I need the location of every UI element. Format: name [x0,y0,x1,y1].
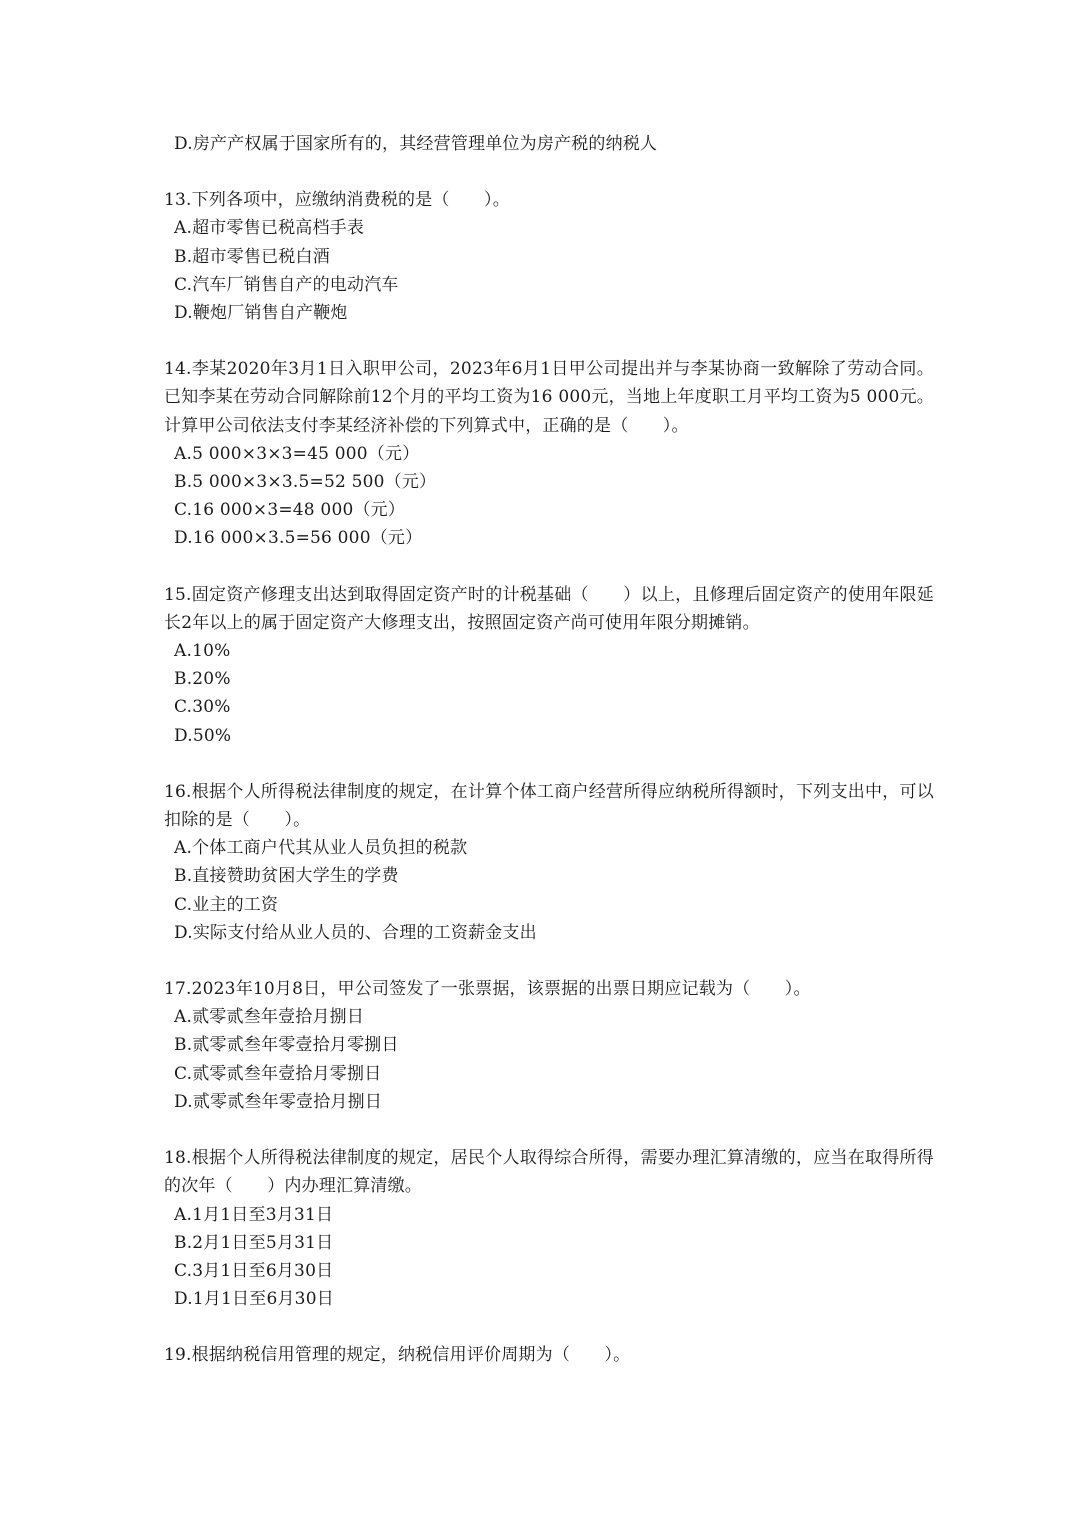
option-c: C.30% [174,697,231,718]
option-b: B.5 000×3×3.5=52 500（元） [174,472,437,493]
spacer [174,553,934,581]
option-d: D.1月1日至6月30日 [174,1289,334,1310]
question-stem: 19.根据纳税信用管理的规定，纳税信用评价周期为（ ）。 [164,1345,631,1366]
spacer [174,327,934,355]
option-c: C.业主的工资 [174,894,279,915]
question-14 [164,355,934,552]
option-d: D.实际支付给从业人员的、合理的工资薪金支出 [174,922,537,943]
spacer [174,158,934,186]
previous-question-option-d: D.房产产权属于国家所有的，其经营管理单位为房产税的纳税人 [174,134,658,154]
option-d: D.鞭炮厂销售自产鞭炮 [174,303,348,324]
question-16 [164,778,934,947]
option-c: C.3月1日至6月30日 [174,1260,334,1281]
option-d: D.贰零贰叁年零壹拾月捌日 [174,1091,383,1112]
option-a: A.个体工商户代其从业人员负担的税款 [174,838,468,859]
option-c: C.汽车厂销售自产的电动汽车 [174,274,399,295]
option-a: A.10% [174,641,231,662]
option-d: D.50% [174,725,232,746]
option-a: A.贰零贰叁年壹拾月捌日 [174,1007,365,1028]
option-a: A.超市零售已税高档手表 [174,218,365,239]
option-b: B.超市零售已税白酒 [174,246,330,267]
option-a: A.1月1日至3月31日 [174,1204,334,1225]
question-13 [164,186,934,327]
question-stem: 16.根据个人所得税法律制度的规定，在计算个体工商户经营所得应纳税所得额时，下列支出中，可以扣除的是（ ）。 [164,781,934,831]
spacer [174,947,934,975]
question-15 [164,581,934,750]
option-c: C.16 000×3=48 000（元） [174,500,406,521]
option-b: B.贰零贰叁年零壹拾月零捌日 [174,1035,399,1056]
spacer [174,1116,934,1144]
question-18 [164,1144,934,1313]
question-stem: 15.固定资产修理支出达到取得固定资产时的计税基础（ ）以上，且修理后固定资产的使用年限延长2年以上的属于固定资产大修理支出，按照固定资产尚可使用年限分期摊销。 [164,584,934,633]
question-stem: 17.2023年10月8日，甲公司签发了一张票据，该票据的出票日期应记载为（ ）。 [164,979,811,1000]
option-b: B.2月1日至5月31日 [174,1232,334,1253]
option-b: B.直接赞助贫困大学生的学费 [174,866,399,887]
option-d: D.16 000×3.5=56 000（元） [174,528,423,549]
option-a: A.5 000×3×3=45 000（元） [174,443,420,464]
exam-page [164,130,934,1370]
question-stem: 18.根据个人所得税法律制度的规定，居民个人取得综合所得，需要办理汇算清缴的，应当在取得所得的次年（ ）内办理汇算清缴。 [164,1148,934,1197]
question-19 [164,1341,934,1369]
question-stem: 14.李某2020年3月1日入职甲公司，2023年6月1日甲公司提出并与李某协商一致解除了劳动合同。已知李某在劳动合同解除前12个月的平均工资为16 000元，当地上年度职工月平均工资为5 000元。计算甲公司依法支付李某经济补偿的下列算式中，正确的是（ ）。 [164,359,934,436]
question-17 [164,975,934,1116]
question-stem: 13.下列各项中，应缴纳消费税的是（ ）。 [164,190,510,211]
option-c: C.贰零贰叁年壹拾月零捌日 [174,1063,382,1084]
option-b: B.20% [174,669,231,690]
spacer [174,1313,934,1341]
spacer [174,750,934,778]
